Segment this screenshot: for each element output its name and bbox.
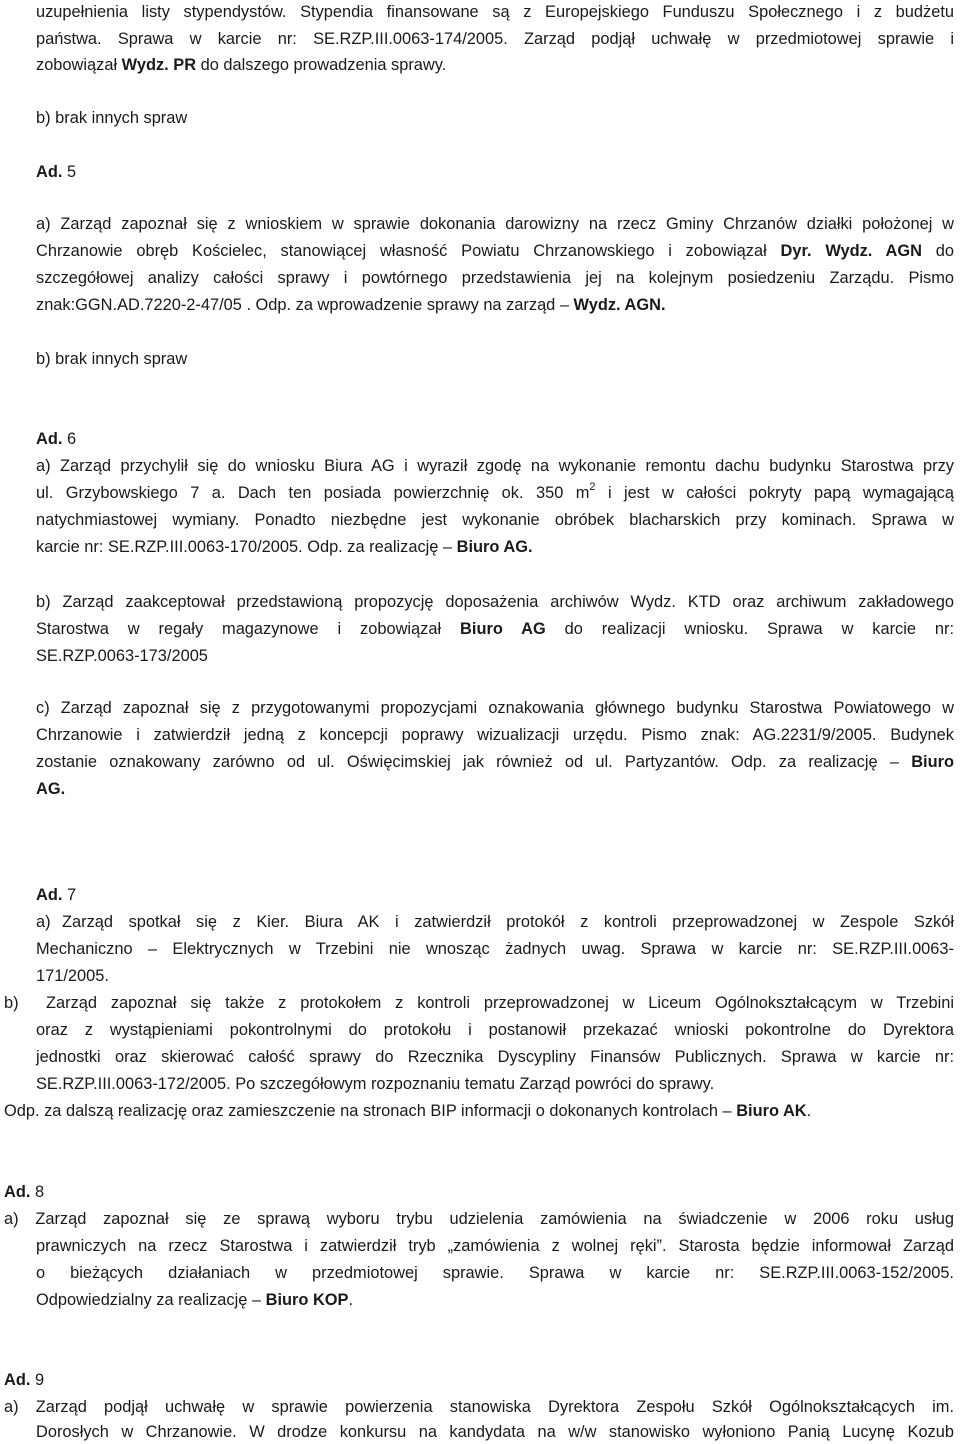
paragraph-line: Mechaniczno – Elektrycznych w Trzebini nie wnosząc żadnych uwag. Sprawa w karcie nr: SE.RZP.III.0063-	[36, 940, 954, 958]
section-heading-ad6: Ad. 6	[36, 430, 77, 448]
paragraph-line: Dorosłych w Chrzanowie. W drodze konkursu na kandydata na w/w stanowisko wyłoniono Panią Lucynę Kozub	[36, 1423, 954, 1441]
paragraph-line: Starostwa w regały magazynowe i zobowiązał Biuro AG do realizacji wniosku. Sprawa w karcie nr:	[36, 620, 955, 638]
paragraph-line: karcie nr: SE.RZP.III.0063-170/2005. Odp. za realizację – Biuro AG.	[36, 538, 533, 556]
paragraph-line: SE.RZP.0063-173/2005	[36, 647, 208, 665]
section-heading-ad9: Ad. 9	[4, 1371, 45, 1389]
paragraph-line: a) Zarząd podjął uchwałę w sprawie powierzenia stanowiska Dyrektora Zespołu Szkół Ogólnokształcących im.	[4, 1398, 954, 1416]
list-marker: a)	[36, 913, 51, 931]
paragraph-line: SE.RZP.III.0063-172/2005. Po szczegółowym rozpoznaniu tematu Zarząd powróci do sprawy.	[36, 1075, 715, 1093]
paragraph-line: znak:GGN.AD.7220-2-47/05 . Odp. za wprowadzenie sprawy na zarząd – Wydz. AGN.	[36, 296, 666, 314]
paragraph-line: Zarząd spotkał się z Kier. Biura AK i zatwierdził protokół z kontroli przeprowadzonej w Zespole Szkół	[62, 913, 954, 931]
paragraph-line: szczegółowej analizy całości sprawy i powtórnego przedstawienia jej na kolejnym posiedzeniu Zarządu. Pismo	[36, 269, 954, 287]
paragraph-line: Chrzanowie obręb Kościelec, stanowiącej własność Powiatu Chrzanowskiego i zobowiązał Dyr. Wydz. AGN do	[36, 242, 954, 260]
paragraph-line: państwa. Sprawa w karcie nr: SE.RZP.III.0063-174/2005. Zarząd podjął uchwałę w przedmiotowej sprawie i	[36, 30, 954, 48]
paragraph-line: jednostki oraz skierować całość sprawy do Rzecznika Dyscypliny Finansów Publicznych. Sprawa w karcie nr:	[36, 1048, 954, 1066]
paragraph-line: a) Zarząd przychylił się do wniosku Biura AG i wyraził zgodę na wykonanie remontu dachu budynku Starostwa przy	[36, 457, 954, 475]
paragraph-line: Odp. za dalszą realizację oraz zamieszczenie na stronach BIP informacji o dokonanych kontrolach – Biuro AK.	[4, 1102, 812, 1120]
paragraph-line: a) Zarząd zapoznał się ze sprawą wyboru trybu udzielenia zamówienia na świadczenie w 2006 roku usług	[4, 1210, 954, 1228]
paragraph-line: AG.	[36, 780, 66, 798]
paragraph-line: zostanie oznakowany zarówno od ul. Oświęcimskiej jak również od ul. Partyzantów. Odp. za realizację – Biuro	[36, 753, 954, 771]
paragraph-line: Odpowiedzialny za realizację – Biuro KOP.	[36, 1291, 354, 1309]
paragraph-line: oraz z wystąpieniami pokontrolnymi do protokołu i postanowił przekazać wnioski pokontrolne do Dyrektora	[36, 1021, 954, 1039]
paragraph-line: b) Zarząd zaakceptował przedstawioną propozycję doposażenia archiwów Wydz. KTD oraz archiwum zakładowego	[36, 593, 954, 611]
paragraph-line: uzupełnienia listy stypendystów. Stypendia finansowane są z Europejskiego Funduszu Społecznego i z budżetu	[36, 3, 954, 21]
paragraph-line: Chrzanowie i zatwierdził jedną z koncepcji poprawy wizualizacji urzędu. Pismo znak: AG.2231/9/2005. Budynek	[36, 726, 954, 744]
item-b: b) brak innych spraw	[36, 109, 188, 127]
paragraph-line: prawniczych na rzecz Starostwa i zatwierdził tryb „zamówienia z wolnej ręki”. Starosta będzie informował Zarząd	[36, 1237, 954, 1255]
item-b: b) brak innych spraw	[36, 350, 188, 368]
section-heading-ad8: Ad. 8	[4, 1183, 45, 1201]
section-heading-ad7: Ad. 7	[36, 886, 77, 904]
paragraph-line: a) Zarząd zapoznał się z wnioskiem w sprawie dokonania darowizny na rzecz Gminy Chrzanów działki położonej w	[36, 215, 954, 233]
paragraph-line: o bieżących działaniach w przedmiotowej sprawie. Sprawa w karcie nr: SE.RZP.III.0063-152/2005.	[36, 1264, 954, 1282]
list-marker: b)	[4, 994, 19, 1012]
paragraph-line: c) Zarząd zapoznał się z przygotowanymi propozycjami oznakowania głównego budynku Starostwa Powiatowego w	[36, 699, 954, 717]
paragraph-line: Zarząd zapoznał się także z protokołem z kontroli przeprowadzonej w Liceum Ogólnokształcącym w Trzebini	[46, 994, 954, 1012]
section-heading-ad5: Ad. 5	[36, 163, 77, 181]
paragraph-line: zobowiązał Wydz. PR do dalszego prowadzenia sprawy.	[36, 56, 447, 74]
paragraph-line: ul. Grzybowskiego 7 a. Dach ten posiada powierzchnię ok. 350 $m^2$ i jest w całości pokryty papą wymagającą	[36, 480, 954, 502]
paragraph-line: natychmiastowej wymiany. Ponadto niezbędne jest wykonanie obróbek blacharskich przy kominach. Sprawa w	[36, 511, 954, 529]
paragraph-line: 171/2005.	[36, 967, 109, 985]
